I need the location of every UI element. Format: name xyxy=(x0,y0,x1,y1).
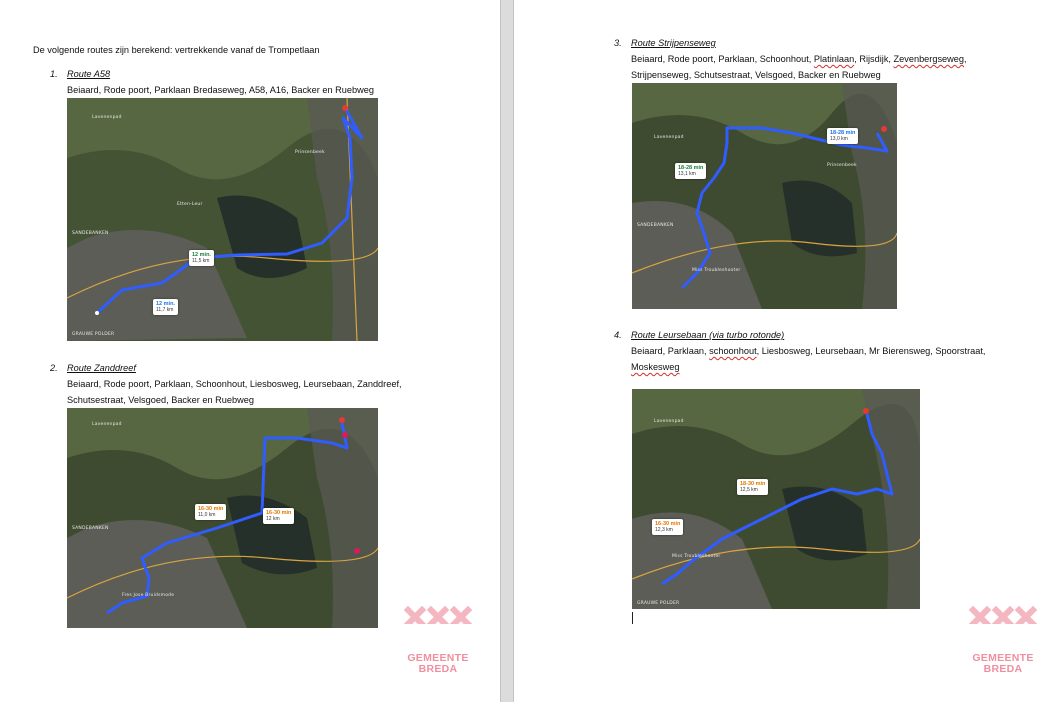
route-3-callout-b[interactable]: 18-28 min 13,0 km xyxy=(827,128,858,144)
route-4-description-line1: Beiaard, Parklaan, schoonhout, Liesbosweg, Leursebaan, Mr Bierensweg, Spoorstraat, xyxy=(631,346,986,356)
map-label: Fres Jose Bruidsmode xyxy=(122,593,175,598)
map-label: Lavenenpad xyxy=(92,422,122,427)
map-label: Etten-Leur xyxy=(177,202,203,207)
route-3-description-line1: Beiaard, Rode poort, Parklaan, Schoonhout, Platinlaan, Rijsdijk, Zevenbergseweg, xyxy=(631,54,967,64)
map-label: GRAUWE POLDER xyxy=(637,601,680,606)
route-2-description-line1: Beiaard, Rode poort, Parklaan, Schoonhout, Liesbosweg, Leursebaan, Zanddreef, xyxy=(67,379,402,389)
gemeente-breda-logo: GEMEENTE BREDA xyxy=(398,580,478,670)
map-label: SANDEBANKEN xyxy=(72,231,109,236)
route-3-number: 3. xyxy=(614,38,622,48)
route-4-title: Route Leursebaan (via turbo rotonde) xyxy=(631,330,785,340)
document-page-right xyxy=(514,0,1062,702)
route-1-callout-a[interactable]: 12 min. 11,5 km xyxy=(189,250,214,266)
route-1-callout-b[interactable]: 12 min. 11,7 km xyxy=(153,299,178,315)
route-2-title: Route Zanddreef xyxy=(67,363,136,373)
map-label: Prinsenbeek xyxy=(295,150,325,155)
route-2-number: 2. xyxy=(50,363,58,373)
route-4-callout-b[interactable]: 18-30 min 12,5 km xyxy=(737,479,768,495)
route-1-number: 1. xyxy=(50,69,58,79)
intro-text: De volgende routes zijn berekend: vertrekkende vanaf de Trompetlaan xyxy=(33,45,320,55)
document-page-left xyxy=(0,0,500,702)
map-label: Lavenenpad xyxy=(654,135,684,140)
route-4-number: 4. xyxy=(614,330,622,340)
map-label: Lavenenpad xyxy=(654,419,684,424)
route-4-callout-a[interactable]: 16-30 min 12,3 km xyxy=(652,519,683,535)
map-label: SANDEBANKEN xyxy=(72,526,109,531)
route-2-callout-b[interactable]: 16-30 min 12 km xyxy=(263,508,294,524)
breda-crosses-icon xyxy=(963,580,1043,624)
page-gap xyxy=(500,0,514,702)
route-4-description-line2: Moskesweg xyxy=(631,362,680,372)
map-label: Miss Troubleshooter xyxy=(672,554,721,559)
route-3-description-line2: Strijpenseweg, Schutsestraat, Velsgoed, Backer en Ruebweg xyxy=(631,70,881,80)
route-3-title: Route Strijpenseweg xyxy=(631,38,716,48)
map-label: Lavenenpad xyxy=(92,115,122,120)
route-1-description: Beiaard, Rode poort, Parklaan Bredaseweg, A58, A16, Backer en Ruebweg xyxy=(67,85,374,95)
route-2-map xyxy=(67,408,378,628)
route-2-callout-a[interactable]: 16-30 min 11,0 km xyxy=(195,504,226,520)
route-4-map xyxy=(632,389,920,609)
text-cursor xyxy=(632,612,633,624)
route-2-description-line2: Schutsestraat, Velsgoed, Backer en Ruebweg xyxy=(67,395,254,405)
map-label: SANDEBANKEN xyxy=(637,223,674,228)
route-1-title: Route A58 xyxy=(67,69,111,79)
route-1-map xyxy=(67,98,378,341)
route-3-map xyxy=(632,83,897,309)
gemeente-breda-logo: GEMEENTE BREDA xyxy=(963,580,1043,670)
route-3-callout-a[interactable]: 18-28 min 13,1 km xyxy=(675,163,706,179)
map-label: Prinsenbeek xyxy=(827,163,857,168)
map-label: GRAUWE POLDER xyxy=(72,332,115,337)
map-label: Miss Troubleshooter xyxy=(692,268,741,273)
breda-crosses-icon xyxy=(398,580,478,624)
